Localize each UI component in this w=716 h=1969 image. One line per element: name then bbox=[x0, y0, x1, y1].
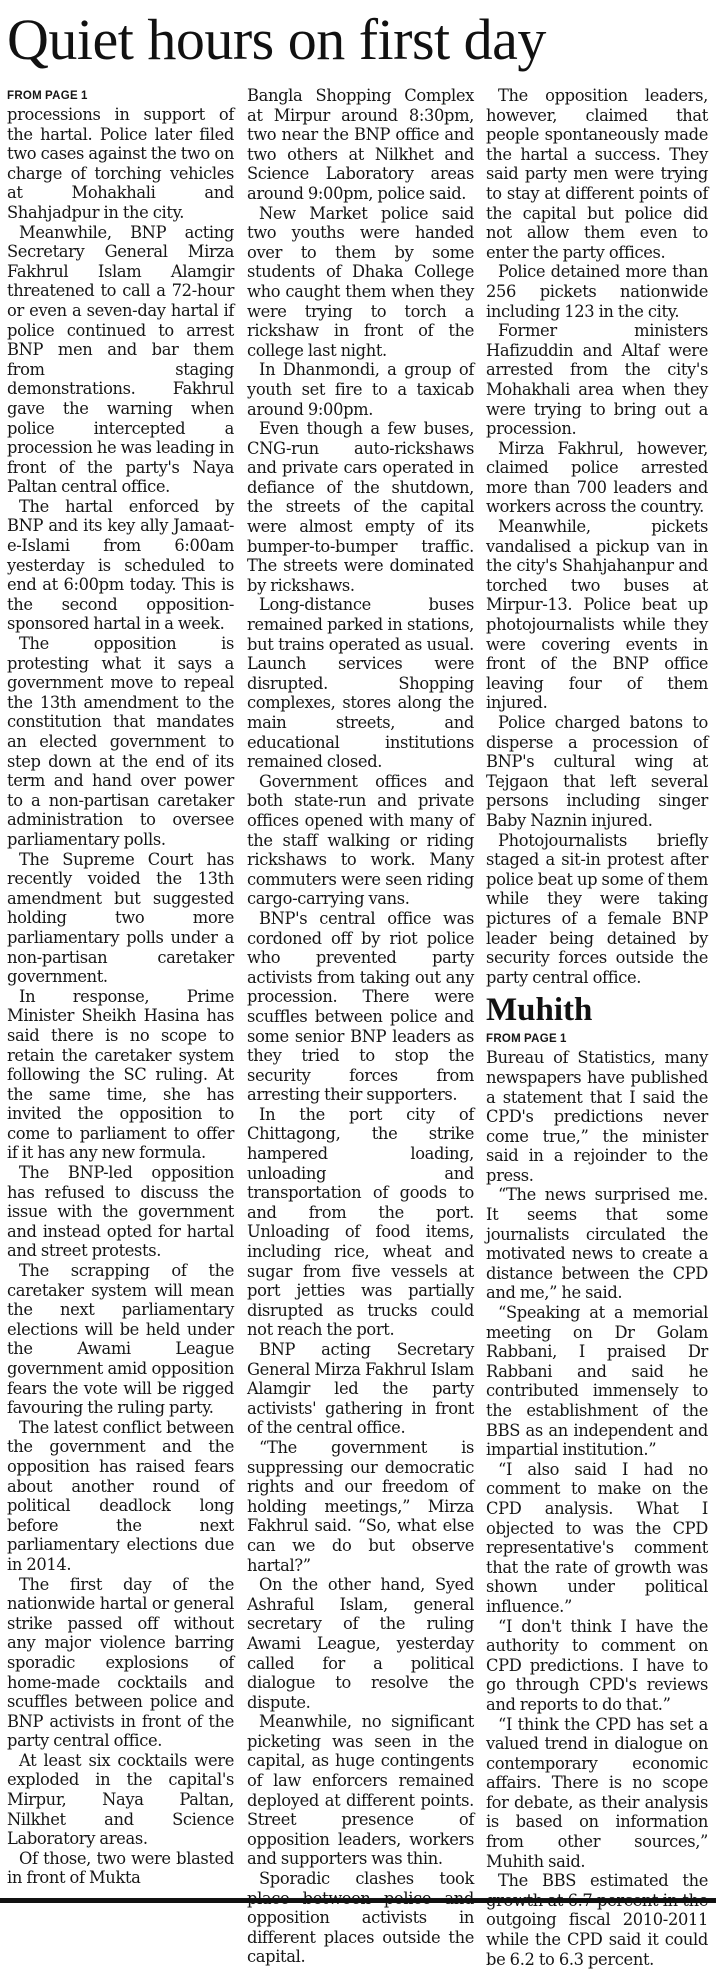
page-title: Quiet hours on first day bbox=[7, 7, 546, 72]
paragraph: Long-distance buses remained parked in stations, but trains operated as usual. Launch services were disrupted. Shopping complexes, stores along the main streets, and educational institutions remained closed. bbox=[247, 595, 474, 772]
paragraph: On the other hand, Syed Ashraful Islam, general secretary of the ruling Awami League, yesterday called for a political dialogue to resolve the dispute. bbox=[247, 1575, 474, 1712]
second-article-title: Muhith bbox=[486, 992, 593, 1029]
paragraph: Police charged batons to disperse a procession of BNP's cultural wing at Tejgaon that left several persons including singer Baby Naznin injured. bbox=[486, 713, 708, 830]
paragraph: New Market police said two youths were handed over to them by some students of Dhaka College who caught them when they were trying to torch a rickshaw in front of the college last night. bbox=[247, 203, 474, 360]
paragraph: Meanwhile, pickets vandalised a pickup van in the city's Shahjahanpur and torched two buses at Mirpur-13. Police beat up photojournalists while they were covering events in front of the BNP office leaving four of them injured. bbox=[486, 517, 708, 713]
paragraph: BNP acting Secretary General Mirza Fakhrul Islam Alamgir led the party activists' gathering in front of the central office. bbox=[247, 1340, 474, 1438]
paragraph: The opposition is protesting what it says a government move to repeal the 13th amendment to the constitution that mandates an elected government to step down at the end of its term and hand over power to a non-partisan caretaker administration to oversee parliamentary polls. bbox=[7, 634, 234, 849]
article-column-2 bbox=[247, 86, 474, 1967]
paragraph: Police detained more than 256 pickets nationwide including 123 in the city. bbox=[486, 262, 708, 321]
paragraph: In Dhanmondi, a group of youth set fire to a taxicab around 9:00pm. bbox=[247, 360, 474, 419]
article-column-1 bbox=[7, 86, 234, 1888]
paragraph: Even though a few buses, CNG-run auto-rickshaws and private cars operated in defiance of the shutdown, the streets of the capital were almost empty of its bumper-to-bumper traffic. The streets were dominated by rickshaws. bbox=[247, 419, 474, 595]
paragraph: In the port city of Chittagong, the strike hampered loading, unloading and transportation of goods to and from the port. Unloading of food items, including rice, wheat and sugar from five vessels at port jetties was partially disrupted as trucks could not reach the port. bbox=[247, 1104, 474, 1340]
paragraph: The latest conflict between the government and the opposition has raised fears about another round of political deadlock long before the next parliamentary elections due in 2014. bbox=[7, 1417, 234, 1574]
continuation-label: FROM PAGE 1 bbox=[7, 90, 88, 102]
paragraph: Mirza Fakhrul, however, claimed police arrested more than 700 leaders and workers across the country. bbox=[486, 438, 708, 517]
paragraph: Government offices and both state-run and private offices opened with many of the staff walking or riding rickshaws to work. Many commuters were seen riding cargo-carrying vans. bbox=[247, 771, 474, 909]
paragraph: Photojournalists briefly staged a sit-in protest after police beat up some of them while they were taking pictures of a female BNP leader being detained by security forces outside the party central office. bbox=[486, 830, 708, 987]
paragraph: The opposition leaders, however, claimed that people spontaneously made the hartal a success. They said party men were trying to stay at different points of the capital but police did not allow them even to enter the party offices. bbox=[486, 86, 708, 262]
paragraph: “The news surprised me. It seems that some journalists circulated the motivated news to create a distance between the CPD and me,” he said. bbox=[486, 1185, 708, 1303]
paragraph: Sporadic clashes took opposition activists in different places outside the capital. bbox=[247, 1869, 474, 1967]
paragraph: Meanwhile, no significant picketing was seen in the capital, as huge contingents of law enforcers remained deployed at different points. Street presence of opposition leaders, workers and supporters was thin. bbox=[247, 1712, 474, 1869]
paragraph: “I also said I had no comment to make on the CPD analysis. What I objected to was the CPD representative's comment that the rate of growth was shown under political influence.” bbox=[486, 1459, 708, 1616]
paragraph: Bureau of Statistics, many newspapers have published a statement that I said the CPD's predictions never come true,” the minister said in a rejoinder to the press. bbox=[486, 1048, 708, 1185]
paragraph: The BNP-led opposition has refused to discuss the issue with the government and instead opted for hartal and street protests. bbox=[7, 1163, 234, 1261]
paragraph: Meanwhile, BNP acting Secretary General Mirza Fakhrul Islam Alamgir threatened to call a 72-hour or even a seven-day hartal if police continued to arrest BNP men and bar them from staging demonstrations. Fakhrul gave the warning when police intercepted a procession he was leading in front of the party's Naya Paltan central office. bbox=[7, 222, 234, 497]
paragraph: The first day of the nationwide hartal or general strike passed off without any major violence barring sporadic explosions of home-made cocktails and scuffles between police and BNP activists in front of the party central office. bbox=[7, 1574, 234, 1751]
paragraph: “I don't think I have the authority to comment on CPD predictions. I have to go through CPD's reviews and reports to do that.” bbox=[486, 1616, 708, 1714]
paragraph: Of those, two were blasted in front of Mukta bbox=[7, 1848, 234, 1888]
article-column-3 bbox=[486, 86, 708, 1969]
second-continuation-label: FROM PAGE 1 bbox=[486, 1033, 567, 1046]
paragraph: “Speaking at a memorial meeting on Dr Golam Rabbani, I praised Dr Rabbani and said he contributed immensely to the establishment of the BBS as an independent and impartial institution.” bbox=[486, 1303, 708, 1460]
paragraph: The hartal enforced by BNP and its key ally Jamaat-e-Islami from 6:00am yesterday is scheduled to end at 6:00pm today. This is the second opposition-sponsored hartal in a week. bbox=[7, 496, 234, 634]
paragraph: The Supreme Court has recently voided the 13th amendment but suggested holding two more parliamentary polls under a non-partisan caretaker government. bbox=[7, 849, 234, 987]
paragraph: The scrapping of the caretaker system will mean the next parliamentary elections will be held under the Awami League government amid opposition fears the vote will be rigged favouring the ruling party. bbox=[7, 1261, 234, 1418]
paragraph: “I think the CPD has set a valued trend in dialogue on contemporary economic affairs. There is no scope for debate, as their analysis is based on information from other sources,” Muhith said. bbox=[486, 1714, 708, 1871]
paragraph: processions in support of the hartal. Police later filed two cases against the two on charge of torching vehicles at Mohakhali and Shahjadpur in the city. bbox=[7, 105, 234, 222]
paragraph: Former ministers Hafizuddin and Altaf were arrested from the city's Mohakhali area when they were trying to bring out a procession. bbox=[486, 321, 708, 439]
paragraph: Bangla Shopping Complex at Mirpur around 8:30pm, two near the BNP office and two others at Nilkhet and Science Laboratory areas around 9:00pm, police said. bbox=[247, 86, 474, 203]
paragraph: In response, Prime Minister Sheikh Hasina has said there is no scope to retain the caretaker system following the SC ruling. At the same time, she has invited the opposition to come to parliament to offer if it has any new formula. bbox=[7, 986, 234, 1163]
bottom-rule bbox=[0, 1898, 716, 1903]
paragraph: At least six cocktails were exploded in the capital's Mirpur, Naya Paltan, Nilkhet and Science Laboratory areas. bbox=[7, 1750, 234, 1849]
paragraph: “The government is suppressing our democratic rights and our freedom of holding meetings,” Mirza Fakhrul said. “So, what else can we do but observe hartal?” bbox=[247, 1437, 474, 1575]
paragraph: BNP's central office was cordoned off by riot police who prevented party activists from taking out any procession. There were scuffles between police and some senior BNP leaders as they tried to stop the security forces from arresting their supporters. bbox=[247, 908, 474, 1105]
paragraph: The BBS estimated the outgoing fiscal 2010-2011 while the CPD said it could be 6.2 to 6.3 percent. bbox=[486, 1871, 708, 1969]
